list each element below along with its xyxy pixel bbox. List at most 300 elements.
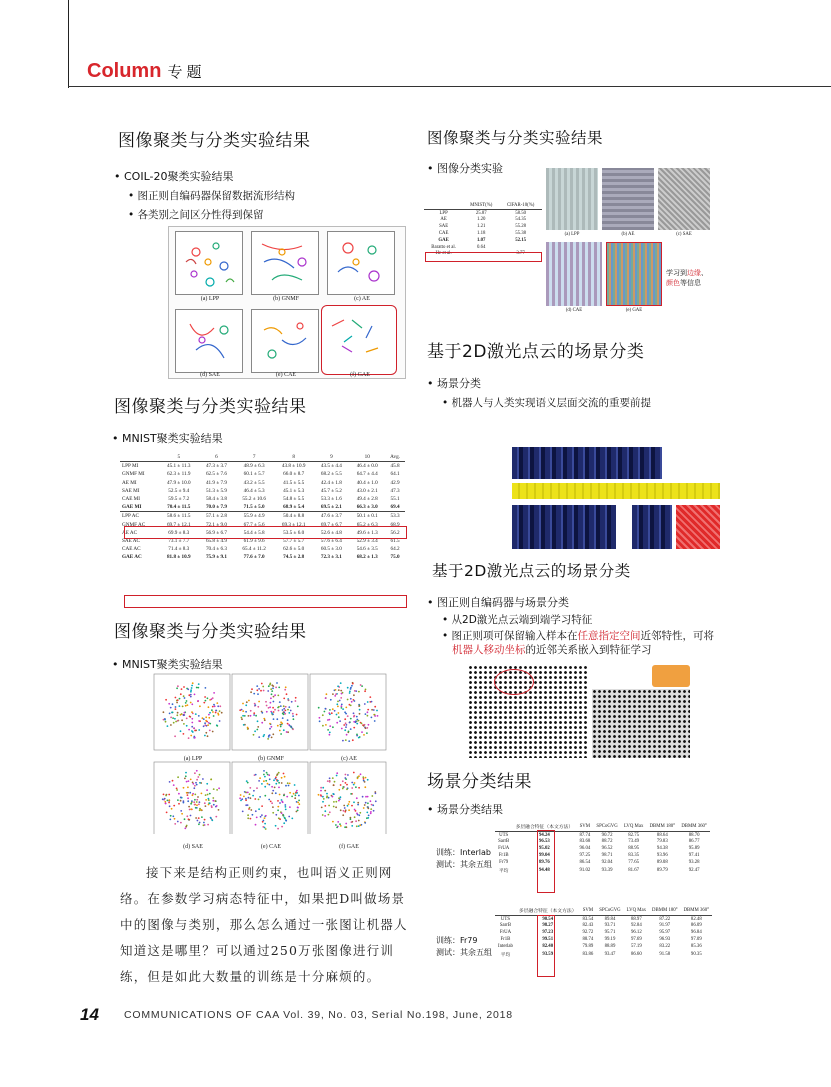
table-cell: 94.48 bbox=[538, 867, 550, 873]
scatter-point bbox=[195, 817, 197, 819]
scatter-point bbox=[204, 724, 206, 726]
scatter-point bbox=[197, 700, 199, 702]
scatter-point bbox=[356, 734, 358, 736]
table-cell: 49.6 ± 1.3 bbox=[356, 529, 378, 536]
table-cell: 66.0 ± 8.7 bbox=[283, 471, 305, 478]
table-cell: 58.6 ± 11.5 bbox=[167, 513, 191, 520]
table-cell: 54.6 ± 3.5 bbox=[356, 546, 378, 553]
scatter-point bbox=[275, 825, 277, 827]
scatter-point bbox=[206, 783, 208, 785]
scatter-point bbox=[242, 811, 244, 813]
scatter-point bbox=[173, 784, 175, 786]
scatter-point bbox=[257, 706, 259, 708]
mnist-scatter-figure bbox=[152, 672, 390, 850]
scatter-point bbox=[292, 715, 294, 717]
scatter-point bbox=[336, 775, 338, 777]
scatter-point bbox=[298, 800, 300, 802]
scatter-point bbox=[207, 794, 209, 796]
grid-label-a: (a) LPP bbox=[564, 232, 580, 237]
scatter-point bbox=[354, 700, 356, 702]
right-s3-sub1: • 从2D激光点云端到端学习特征 bbox=[442, 614, 593, 626]
scatter-point bbox=[168, 703, 170, 705]
scatter-point bbox=[368, 724, 370, 726]
table-cell: 47.3 bbox=[390, 487, 400, 494]
table-cell: 54.8 ± 5.5 bbox=[283, 496, 305, 503]
scatter-point bbox=[177, 699, 179, 701]
scatter-point bbox=[270, 702, 272, 704]
scatter-point bbox=[282, 709, 284, 711]
scatter-point bbox=[276, 718, 278, 720]
table-cell: AE AC bbox=[122, 529, 138, 536]
left-s1-title: 图像聚类与分类实验结果 bbox=[118, 131, 311, 151]
table-cell: 65.4 ± 11.2 bbox=[242, 546, 266, 553]
table-header-cell: CIFAR-10(%) bbox=[506, 202, 535, 208]
scatter-point bbox=[187, 688, 189, 690]
scatter-point bbox=[177, 720, 179, 722]
scatter-point bbox=[354, 816, 356, 818]
table-header-cell: DBMM 360° bbox=[681, 823, 707, 829]
table-cell: 97.09 bbox=[690, 937, 702, 943]
scatter-point bbox=[170, 707, 172, 709]
scatter-point bbox=[281, 801, 283, 803]
mnist-scatter-svg bbox=[152, 672, 390, 834]
scatter-point bbox=[359, 713, 361, 715]
table-cell: 42.9 bbox=[390, 479, 400, 486]
scatter-point bbox=[260, 816, 262, 818]
table-cell: UTS bbox=[499, 832, 509, 838]
table-cell: 61.9 ± 9.6 bbox=[243, 537, 265, 544]
scatter-point bbox=[247, 727, 249, 729]
scatter-point bbox=[175, 721, 177, 723]
scatter-point bbox=[288, 699, 290, 701]
scatter-point bbox=[371, 701, 373, 703]
gae-row-highlight bbox=[425, 252, 542, 262]
scatter-point bbox=[208, 798, 210, 800]
grid-label-e: (e) GAE bbox=[625, 308, 643, 313]
table-cell: 64.7 ± 4.4 bbox=[356, 471, 378, 478]
scatter-point bbox=[258, 736, 260, 738]
scatter-point bbox=[193, 787, 195, 789]
scatter-point bbox=[364, 804, 366, 806]
scatter-point bbox=[171, 712, 173, 714]
scatter-point bbox=[287, 723, 289, 725]
coil20-figure bbox=[168, 226, 406, 379]
scatter-point bbox=[353, 715, 355, 717]
scatter-point bbox=[284, 818, 286, 820]
scatter-point bbox=[187, 704, 189, 706]
table-header-cell: DBMM 360° bbox=[683, 907, 710, 913]
gae-ac-highlight bbox=[124, 595, 407, 608]
table-cell: FrUA bbox=[499, 930, 512, 936]
scatter-point bbox=[373, 810, 375, 812]
scatter-point bbox=[345, 809, 347, 811]
table-cell: 45.1 ± 11.3 bbox=[167, 463, 191, 470]
scatter-point bbox=[174, 818, 176, 820]
scatter-point bbox=[198, 817, 200, 819]
table-row bbox=[424, 217, 542, 224]
scatter-point bbox=[245, 791, 247, 793]
scatter-point bbox=[172, 815, 174, 817]
scatter-point bbox=[213, 704, 215, 706]
scatter-point bbox=[348, 809, 350, 811]
scatter-point bbox=[353, 784, 355, 786]
scatter-point bbox=[375, 792, 377, 794]
scatter-point bbox=[253, 734, 255, 736]
scatter-point bbox=[358, 814, 360, 816]
scatter-point bbox=[345, 782, 347, 784]
scatter-point bbox=[204, 722, 206, 724]
table-cell: 72.3 ± 3.1 bbox=[320, 554, 342, 561]
scatter-point bbox=[281, 826, 283, 828]
scatter-point bbox=[275, 783, 277, 785]
scatter-point bbox=[327, 729, 329, 731]
table-row bbox=[424, 244, 542, 251]
scatter-point bbox=[215, 816, 217, 818]
scatter-point bbox=[268, 799, 270, 801]
scatter-point bbox=[219, 705, 221, 707]
scatter-point bbox=[357, 776, 359, 778]
scatter-point bbox=[253, 712, 255, 714]
scatter-point bbox=[242, 715, 244, 717]
scatter-point bbox=[263, 774, 265, 776]
table-cell: GAE bbox=[438, 237, 449, 243]
table-row bbox=[120, 479, 405, 487]
scatter-point bbox=[203, 725, 205, 727]
scatter-point bbox=[181, 719, 183, 721]
scatter-point bbox=[361, 723, 363, 725]
scatter-point bbox=[257, 720, 259, 722]
left-s2-bullet: • MNIST聚类实验结果 bbox=[112, 432, 223, 445]
scatter-point bbox=[321, 807, 323, 809]
scatter-point bbox=[347, 687, 349, 689]
scatter-point bbox=[364, 703, 366, 705]
table-cell: Interlab bbox=[498, 943, 513, 949]
scatter-point bbox=[340, 784, 342, 786]
scatter-point bbox=[328, 814, 330, 816]
scatter-point bbox=[243, 724, 245, 726]
scatter-point bbox=[346, 788, 348, 790]
scatter-point bbox=[339, 823, 341, 825]
scatter-point bbox=[283, 822, 285, 824]
scatter-point bbox=[191, 718, 193, 720]
table-cell: 75.0 bbox=[390, 554, 400, 561]
scatter-point bbox=[338, 689, 340, 691]
scatter-point bbox=[341, 704, 343, 706]
scatter-point bbox=[196, 804, 198, 806]
table-cell: 87.74 bbox=[579, 832, 591, 838]
table-cell: 77.6 ± 7.0 bbox=[243, 554, 265, 561]
scatter-point bbox=[274, 694, 276, 696]
scatter-point bbox=[297, 802, 299, 804]
table-cell: 92.72 bbox=[582, 930, 594, 936]
scatter-point bbox=[202, 778, 204, 780]
scatter-point bbox=[366, 817, 368, 819]
scene-map-corridor bbox=[512, 483, 720, 499]
table-cell: 82.75 bbox=[628, 832, 640, 838]
table-cell: 83.54 bbox=[582, 916, 594, 922]
page-number: 14 bbox=[80, 1005, 99, 1024]
table-cell: 99.51 bbox=[542, 937, 554, 943]
scatter-point bbox=[322, 814, 324, 816]
scatter-point bbox=[212, 697, 214, 699]
scatter-point bbox=[174, 718, 176, 720]
body-paragraph: 接下来是结构正则约束，也叫语义正则网络。在参数学习病态特征中，如果把D叫做场景中的图像与类别，那么怎么通过一张图让机器人知道这是哪里？可以通过250万张图像进行训练，但是如此大数量的训练是十分麻烦的。 bbox=[120, 865, 408, 984]
scatter-point bbox=[319, 717, 321, 719]
scatter-point bbox=[280, 726, 282, 728]
scatter-point bbox=[174, 735, 176, 737]
scatter-point bbox=[294, 797, 296, 799]
scatter-point bbox=[356, 825, 358, 827]
table-cell: 平均 bbox=[500, 952, 511, 958]
scatter-point bbox=[187, 786, 189, 788]
scatter-point bbox=[188, 806, 190, 808]
table-cell: 52.15 bbox=[515, 237, 527, 243]
scatter-point bbox=[367, 701, 369, 703]
scatter-point bbox=[318, 794, 320, 796]
scatter-point bbox=[333, 806, 335, 808]
scatter-point bbox=[332, 777, 334, 779]
scatter-point bbox=[367, 711, 369, 713]
scatter-point bbox=[211, 806, 213, 808]
table-row bbox=[424, 223, 542, 230]
table-cell: 95.71 bbox=[604, 930, 616, 936]
scatter-point bbox=[183, 714, 185, 716]
scatter-point bbox=[324, 810, 326, 812]
table-row bbox=[120, 470, 405, 478]
scatter-point bbox=[180, 810, 182, 812]
scatter-point bbox=[175, 708, 177, 710]
scatter-point bbox=[207, 824, 209, 826]
scatter-point bbox=[337, 706, 339, 708]
table-cell: SarrB bbox=[499, 923, 512, 929]
table-cell: 92.04 bbox=[601, 859, 613, 865]
scatter-point bbox=[247, 792, 249, 794]
scatter-point bbox=[370, 808, 372, 810]
scatter-point bbox=[208, 717, 210, 719]
table-row bbox=[120, 545, 405, 553]
table-cell: 93.28 bbox=[688, 859, 700, 865]
scatter-point bbox=[327, 719, 329, 721]
table-cell: 47.9 ± 10.0 bbox=[166, 479, 191, 486]
scatter-point bbox=[338, 800, 340, 802]
scatter-point bbox=[256, 817, 258, 819]
scatter-point bbox=[326, 797, 328, 799]
table-cell: GNMF MI bbox=[122, 471, 145, 478]
scatter-point bbox=[277, 725, 279, 727]
scatter-point bbox=[250, 715, 252, 717]
scatter-point bbox=[285, 710, 287, 712]
scatter-point bbox=[209, 730, 211, 732]
scatter-point bbox=[340, 690, 342, 692]
scatter-point bbox=[268, 736, 270, 738]
scatter-point bbox=[324, 790, 326, 792]
scatter-point bbox=[258, 780, 260, 782]
scatter-point bbox=[177, 821, 179, 823]
table-header bbox=[424, 202, 542, 209]
coil-plot-gae-highlight bbox=[321, 305, 397, 375]
scatter-point bbox=[263, 690, 265, 692]
table-cell: 85.36 bbox=[690, 943, 702, 949]
scatter-point bbox=[253, 790, 255, 792]
scatter-point bbox=[336, 772, 338, 774]
table-row bbox=[495, 929, 712, 936]
scatter-point bbox=[377, 715, 379, 717]
table-header bbox=[495, 822, 710, 831]
scatter-point bbox=[340, 796, 342, 798]
scatter-point bbox=[278, 710, 280, 712]
left-s1-sub1: • 图正则自编码器保留数据流形结构 bbox=[128, 190, 296, 202]
scatter-point bbox=[265, 815, 267, 817]
table-cell: 58.4 ± 3.8 bbox=[205, 496, 227, 503]
scatter-point bbox=[359, 709, 361, 711]
scatter-point bbox=[373, 709, 375, 711]
scatter-point bbox=[196, 770, 198, 772]
table-cell: GAE AC bbox=[122, 554, 142, 561]
scatter-point bbox=[173, 805, 175, 807]
scatter-point bbox=[284, 776, 286, 778]
mnist-label-c: (c) AE bbox=[341, 756, 357, 762]
grid-label-d: (d) CAE bbox=[565, 308, 583, 313]
right-s2-title: 基于2D激光点云的场景分类 bbox=[427, 342, 645, 362]
scatter-point bbox=[345, 823, 347, 825]
table-cell: 65.8 ± 4.9 bbox=[205, 537, 227, 544]
table-cell: 45.1 ± 5.3 bbox=[283, 487, 305, 494]
scatter-point bbox=[375, 800, 377, 802]
scatter-point bbox=[245, 799, 247, 801]
table-cell: 64.2 bbox=[390, 546, 400, 553]
scatter-point bbox=[256, 729, 258, 731]
table-row bbox=[120, 495, 405, 503]
scatter-point bbox=[268, 784, 270, 786]
table-header-cell: 7 bbox=[234, 453, 274, 462]
scatter-point bbox=[205, 799, 207, 801]
right-s1-title: 图像聚类与分类实验结果 bbox=[427, 129, 604, 147]
scatter-point bbox=[205, 716, 207, 718]
scatter-point bbox=[194, 694, 196, 696]
scatter-point bbox=[272, 713, 274, 715]
scatter-point bbox=[324, 711, 326, 713]
scatter-point bbox=[327, 780, 329, 782]
scatter-point bbox=[195, 807, 197, 809]
coil-plot-gnmf bbox=[251, 231, 319, 295]
scatter-point bbox=[162, 798, 164, 800]
scatter-point bbox=[269, 778, 271, 780]
scatter-point bbox=[170, 724, 172, 726]
scatter-point bbox=[191, 730, 193, 732]
scatter-point bbox=[184, 697, 186, 699]
scatter-point bbox=[336, 714, 338, 716]
scatter-point bbox=[320, 790, 322, 792]
scene-table-1 bbox=[495, 822, 710, 874]
edge-color-note: 学习到边缘、 颜色等信息 bbox=[666, 269, 708, 287]
scatter-point bbox=[363, 734, 365, 736]
scatter-point bbox=[201, 793, 203, 795]
scatter-point bbox=[167, 725, 169, 727]
scatter-point bbox=[337, 685, 339, 687]
scatter-point bbox=[339, 700, 341, 702]
scatter-point bbox=[288, 712, 290, 714]
scatter-point bbox=[212, 731, 214, 733]
scatter-point bbox=[190, 689, 192, 691]
scatter-point bbox=[360, 684, 362, 686]
table-cell: 55.1 bbox=[390, 496, 400, 503]
scatter-point bbox=[365, 689, 367, 691]
table-row bbox=[495, 950, 712, 959]
scatter-point bbox=[354, 782, 356, 784]
scatter-point bbox=[183, 802, 185, 804]
scatter-point bbox=[346, 734, 348, 736]
table-cell: 69.3 ± 12.1 bbox=[281, 521, 306, 528]
scatter-point bbox=[332, 793, 334, 795]
mnist-label-f: (f) GAE bbox=[339, 844, 359, 850]
table-row bbox=[120, 512, 405, 521]
scatter-point bbox=[343, 724, 345, 726]
scatter-point bbox=[332, 693, 334, 695]
table-cell: 42.4 ± 1.8 bbox=[320, 479, 342, 486]
scatter-point bbox=[243, 796, 245, 798]
scatter-point bbox=[273, 718, 275, 720]
scatter-point bbox=[209, 723, 211, 725]
table-cell: 45.8 bbox=[390, 463, 400, 470]
filters-cae bbox=[546, 242, 602, 306]
table-row bbox=[424, 230, 542, 237]
scatter-point bbox=[322, 796, 324, 798]
scatter-point bbox=[280, 733, 282, 735]
table-cell: 89.76 bbox=[538, 859, 550, 865]
scatter-point bbox=[281, 812, 283, 814]
table-cell: 96.84 bbox=[690, 930, 702, 936]
left-s3-bullet: • MNIST聚类实验结果 bbox=[112, 658, 223, 671]
table-cell: 61.5 bbox=[390, 537, 400, 544]
left-s1-sub2: • 各类别之间区分性得到保留 bbox=[128, 209, 264, 221]
scatter-point bbox=[262, 821, 264, 823]
scatter-point bbox=[341, 728, 343, 730]
table-header-cell: 6 bbox=[199, 453, 235, 462]
scatter-point bbox=[361, 685, 363, 687]
scatter-point bbox=[191, 726, 193, 728]
table-cell: SarrB bbox=[498, 839, 510, 845]
table-cell: 89.08 bbox=[656, 859, 668, 865]
table-cell: 93.39 bbox=[601, 867, 613, 873]
scatter-point bbox=[283, 705, 285, 707]
scatter-point bbox=[255, 824, 257, 826]
scatter-point bbox=[198, 720, 200, 722]
scatter-point bbox=[344, 729, 346, 731]
table-cell: 97.23 bbox=[542, 930, 554, 936]
scatter-point bbox=[267, 774, 269, 776]
table-cell: 62.3 ± 11.9 bbox=[167, 471, 191, 478]
table-cell: 69.7 ± 6.7 bbox=[320, 521, 342, 528]
scatter-point bbox=[372, 804, 374, 806]
scatter-point bbox=[284, 804, 286, 806]
scatter-point bbox=[207, 697, 209, 699]
scatter-point bbox=[263, 770, 265, 772]
scatter-point bbox=[341, 693, 343, 695]
scatter-panel bbox=[154, 762, 230, 834]
table-cell: 69.5 ± 2.1 bbox=[320, 504, 342, 511]
table-row bbox=[120, 503, 405, 512]
scatter-point bbox=[271, 737, 273, 739]
scatter-point bbox=[370, 800, 372, 802]
table-header-cell: SPCoGVG bbox=[599, 907, 621, 913]
table-row bbox=[495, 943, 712, 950]
scatter-point bbox=[283, 815, 285, 817]
scatter-point bbox=[183, 787, 185, 789]
scatter-point bbox=[367, 709, 369, 711]
scatter-point bbox=[285, 785, 287, 787]
scatter-point bbox=[283, 711, 285, 713]
table-cell: 49.4 ± 2.8 bbox=[356, 496, 378, 503]
